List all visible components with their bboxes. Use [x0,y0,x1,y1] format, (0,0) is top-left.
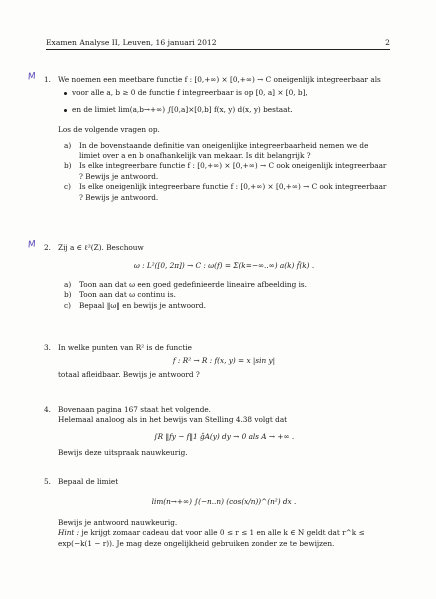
q1-a-label: a) [64,140,72,150]
q2-a-text: Toon aan dat ω een goed gedefinieerde lineaire afbeelding is. [79,279,307,289]
q2-formula: ω : L²([0, 2π]) → C : ω(f) = Σ(k=−∞..∞) a(k) f̂(k) . [133,261,315,271]
margin-mark-2: M [27,239,37,251]
q1-b-text: Is elke integreerbare functie f : [0,+∞) × [0,+∞) → C ook oneigenlijk integreerbaar ? Bewijs je antwoord. [79,161,387,181]
q1-bullet-2 [64,105,390,115]
page-header [46,38,390,50]
q2-part-c [64,301,390,311]
q3-tail: totaal afleidbaar. Bewijs je antwoord ? [58,369,200,379]
q2-intro: Zij a ∈ ℓ²(Z). Beschouw [58,243,144,252]
q5-formula: lim(n→+∞) ∫(−n..n) (cos(x/n))^(n²) dx . [151,497,297,507]
q2-a-label: a) [64,279,72,289]
margin-mark-1: M [27,71,37,83]
q5-number: 5. [44,477,51,486]
question-4 [58,405,390,459]
q2-b-label: b) [64,290,72,300]
q1-c-label: c) [64,182,71,192]
q1-part-a [64,141,390,162]
q1-a-text: In de bovenstaande definitie van oneigenlijke integreerbaarheid nemen we de limiet over a en b onafhankelijk van mekaar. Is dit belangrijk ? [79,140,369,161]
q2-b-text: Toon aan dat ω continu is. [79,290,176,300]
bullet-dot [64,109,67,112]
q1-lead: Los de volgende vragen op. [58,125,160,135]
page-number: 2 [385,38,390,47]
q3-formula: f : R² → R : f(x, y) = x |sin y| [172,356,276,366]
q3-number: 3. [44,343,51,352]
question-5 [58,477,390,549]
q2-c-text: Bepaal ‖ω‖ en bewijs je antwoord. [79,300,206,310]
q1-b-label: b) [64,161,72,171]
q4-line-1: Bovenaan pagina 167 staat het volgende. [58,405,212,414]
q1-bullet-1 [64,88,390,98]
question-3 [58,343,390,380]
q2-c-label: c) [64,300,71,310]
q4-tail: Bewijs deze uitspraak nauwkeurig. [58,448,188,458]
q1-c-text: Is elke oneigenlijk integreerbare functie f : [0,+∞) × [0,+∞) → C ook integreerbaar ? Bewijs je antwoord. [79,182,387,202]
q1-part-b [64,161,390,182]
q4-number: 4. [44,405,51,414]
q4-line-2: Helemaal analoog als in het bewijs van Stelling 4.38 volgt dat [58,415,288,425]
header-title: Examen Analyse II, Leuven, 16 januari 2012 [46,38,217,47]
q5-intro: Bepaal de limiet [58,477,119,486]
q1-number: 1. [44,75,51,84]
q5-hint-label: Hint : [58,528,80,538]
q1-bullet-2-text: en de limiet lim(a,b→+∞) ∫[0,a]×[0,b] f(x, y) d(x, y) bestaat. [72,104,293,114]
q1-intro: We noemen een meetbare functie f : [0,+∞) × [0,+∞) → C oneigenlijk integreerbaar als [58,75,381,84]
q5-hint [58,528,390,549]
question-1 [58,75,390,203]
q2-number: 2. [44,243,51,252]
bullet-dot [64,92,67,95]
q1-bullet-1-text: voor alle a, b ≥ 0 de functie f integreerbaar is op [0, a] × [0, b], [72,88,308,98]
q3-intro: In welke punten van R² is de functie [58,343,192,352]
q2-part-b [64,290,390,300]
q1-part-c [64,182,390,203]
question-2 [58,243,390,311]
q2-part-a [64,280,390,290]
q5-line-1: Bewijs je antwoord nauwkeurig. [58,517,178,527]
q5-hint-text: je krijgt zomaar cadeau dat voor alle 0 ≤ r ≤ 1 en alle k ∈ N geldt dat r^k ≤ exp(−k(1 − r)). Je mag deze ongelijkheid gebruiken zonder ze te bewijzen. [58,528,365,548]
q4-formula: ∫R ‖fy − f‖1 ǧA(y) dy → 0 als A → +∞ . [153,431,295,441]
